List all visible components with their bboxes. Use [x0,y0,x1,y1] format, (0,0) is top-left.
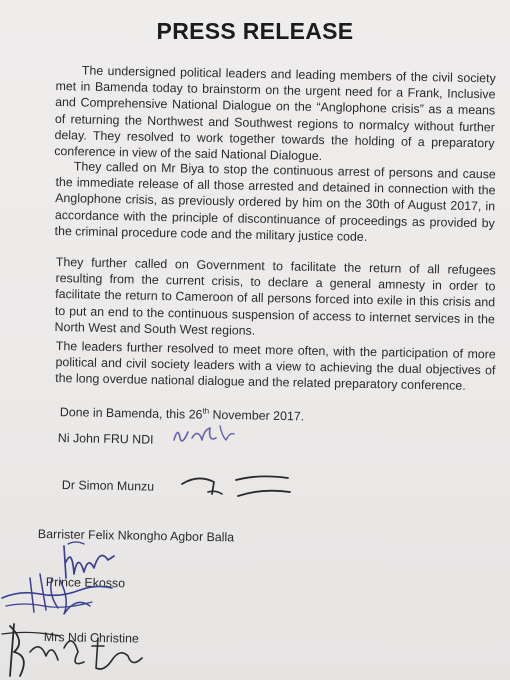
signatory-prince-ekosso: Prince Ekosso [45,575,126,591]
paragraph-4: The leaders further resolved to meet more often, with the participation of more political and civil society leaders with a view to achieving the dual objectives of the long overdue national dialogue and the related preparatory conference. [55,338,496,394]
document-title: PRESS RELEASE [156,18,354,44]
signatory-simon-munzu: Dr Simon Munzu [61,478,155,494]
paragraph-3: They further called on Government to facilitate the return of all refugees resulting from the current crisis, to declare a general amnesty in order to facilitate the return to Cameroon of all persons forced into exile in this crisis and to put an end to the continuous suspension of access to internet services in the North West and South West regions. [54,254,496,338]
signature-simon-munzu [178,470,298,502]
done-suffix: th [202,406,210,416]
signature-fru-ndi [168,418,238,452]
paragraph-1: The undersigned political leaders and leading members of the civil society met in Bamenda today to brainstorm on the urgent need for a Frank, Inclusive and Comprehensive National Dialogue on the “Anglophone crisis” as a means of returning the Northwest and Southwest regions to normalcy without further delay. They resolved to work together towards the holding of a preparatory conference in view of the said National Dialogue. [54,63,496,164]
signatory-ndi-christine: Mrs Ndi Christine [43,630,140,646]
signature-prince-ekosso [0,560,120,620]
signatory-felix-agbor-balla: Barrister Felix Nkongho Agbor Balla [37,527,235,545]
done-rest: November 2017. [208,407,305,424]
signature-ndi-christine [0,612,170,680]
done-prefix: Done in Bamenda, this 26 [59,405,203,422]
paragraph-2: They called on Mr Biya to stop the continuous arrest of persons and cause the immediate release of all those arrested and detained in connection with the Anglophone crisis, as previously ordered by him on the 30th of August 2017, in accordance with the principle of discontinuance of proceedings as provided by the criminal procedure code and the military justice code. [54,159,496,244]
signatory-fru-ndi: Ni John FRU NDI [57,431,154,447]
